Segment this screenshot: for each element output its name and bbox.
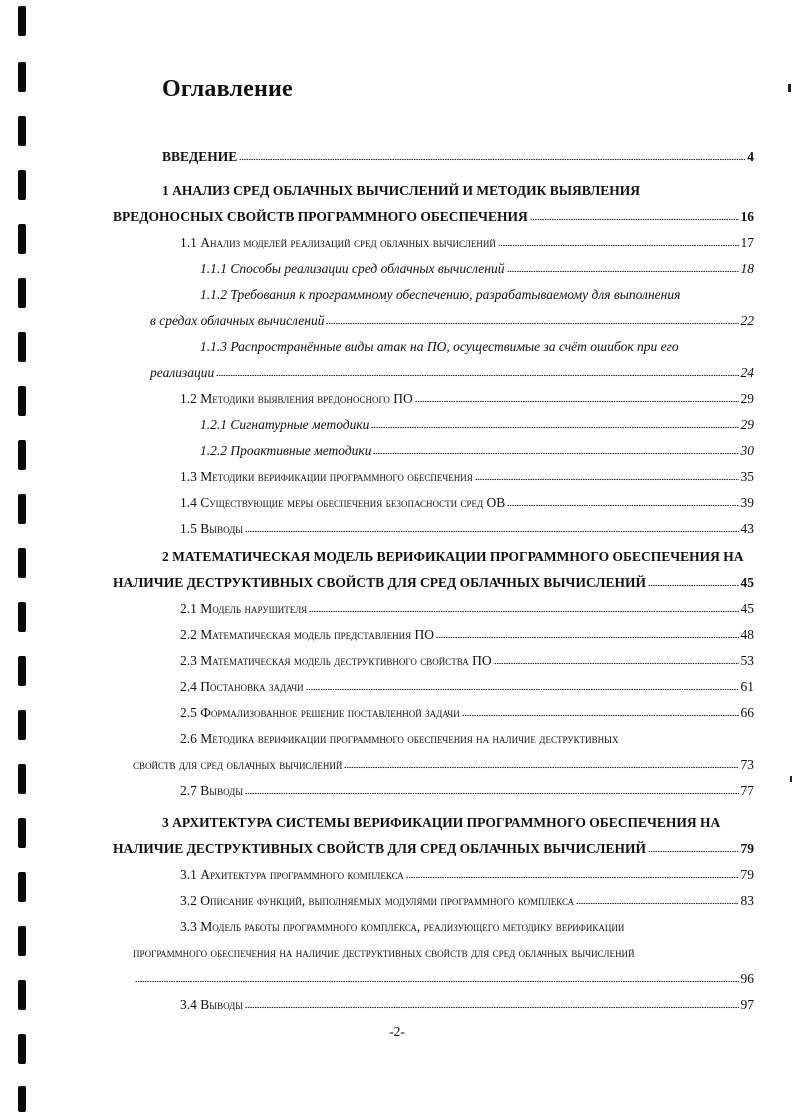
dot-leader (436, 627, 739, 639)
toc-entry-1-1-3[interactable] (150, 363, 754, 383)
toc-entry-text: 2.2 Математическая модель представления ПО (180, 627, 434, 642)
toc-entry-1-1-1[interactable] (200, 259, 754, 279)
toc-entry-2-2[interactable] (180, 625, 754, 645)
binder-mark (18, 62, 26, 92)
toc-entry-2-4[interactable] (180, 677, 754, 697)
binder-mark (18, 710, 26, 740)
toc-page-number: 61 (740, 679, 754, 694)
toc-entry-3-4[interactable] (180, 995, 754, 1015)
toc-chapter-1-line1[interactable]: 1 АНАЛИЗ СРЕД ОБЛАЧНЫХ ВЫЧИСЛЕНИЙ И МЕТОДИК ВЫЯВЛЕНИЯ (162, 183, 641, 198)
toc-page-number: 83 (740, 893, 754, 908)
toc-entry-text: НАЛИЧИЕ ДЕСТРУКТИВНЫХ СВОЙСТВ ДЛЯ СРЕД ОБЛАЧНЫХ ВЫЧИСЛЕНИЙ (113, 841, 646, 856)
toc-chapter-3-line1[interactable]: 3 АРХИТЕКТУРА СИСТЕМЫ ВЕРИФИКАЦИИ ПРОГРАММНОГО ОБЕСПЕЧЕНИЯ НА (162, 815, 721, 830)
binder-mark (18, 818, 26, 848)
toc-entry-2-3[interactable] (180, 651, 754, 671)
toc-entry-3-2[interactable] (180, 891, 754, 911)
toc-entry-text: 3.4 Выводы (180, 997, 244, 1012)
toc-entry-1-5[interactable] (180, 519, 754, 539)
toc-entry-2-1[interactable] (180, 599, 754, 619)
toc-entry-text: 1.1.1 Способы реализации сред облачных вычислений (200, 261, 505, 276)
dot-leader (462, 705, 739, 717)
toc-entry-text: ВРЕДОНОСНЫХ СВОЙСТВ ПРОГРАММНОГО ОБЕСПЕЧЕНИЯ (113, 209, 528, 224)
toc-entry-text: 2.4 Постановка задачи (180, 679, 304, 694)
dot-leader (406, 867, 739, 879)
toc-entry-text: 1.4 Существующие меры обеспечения безопасности сред ОВ (180, 495, 506, 510)
toc-entry-1-1[interactable] (180, 233, 754, 253)
toc-entry-1-1-2-line1[interactable]: 1.1.2 Требования к программному обеспечению, разрабатываемому для выполнения (200, 287, 681, 302)
toc-page-number: 53 (740, 653, 754, 668)
toc-page-number: 29 (740, 417, 754, 432)
toc-page-number: 17 (740, 235, 754, 250)
toc-entry-1-4[interactable] (180, 493, 754, 513)
binder-mark (18, 6, 26, 36)
binder-mark (18, 278, 26, 308)
toc-page-number: 79 (740, 841, 754, 856)
binder-mark (18, 656, 26, 686)
binder-mark (18, 548, 26, 578)
toc-chapter-1[interactable] (113, 207, 754, 227)
toc-page-number: 73 (740, 757, 754, 772)
toc-page-number: 39 (740, 495, 754, 510)
dot-leader (415, 391, 739, 403)
page-title: Оглавление (162, 76, 293, 102)
toc-entry-2-6-line1[interactable]: 2.6 Методика верификации программного обеспечения на наличие деструктивных (180, 731, 619, 746)
binder-mark (18, 224, 26, 254)
toc-chapter-2[interactable] (113, 573, 754, 593)
toc-entry-text: 1.2 Методики выявления вредоносного ПО (180, 391, 413, 406)
toc-entry-text: ВВЕДЕНИЕ (162, 149, 238, 164)
toc-entry-text: 3.2 Описание функций, выполняемых модулями программного комплекса (180, 893, 575, 908)
dot-leader (245, 783, 738, 795)
toc-entry-text: 2.5 Формализованное решение поставленной задачи (180, 705, 460, 720)
toc-page-number: 18 (740, 261, 754, 276)
toc-page-number: 77 (740, 783, 754, 798)
dot-leader (306, 679, 739, 691)
toc-entry-intro[interactable] (162, 147, 754, 167)
dot-leader (576, 893, 738, 905)
toc-entry-text: 1.2.1 Сигнатурные методики (200, 417, 370, 432)
toc-page-number: 66 (740, 705, 754, 720)
binder-mark (18, 1086, 26, 1112)
toc-entry-text: в средах облачных вычислений (150, 313, 325, 328)
toc-entry-text: свойств для сред облачных вычислений (133, 757, 343, 772)
binder-mark (18, 926, 26, 956)
toc-entry-3-3-line2[interactable]: программного обеспечения на наличие деструктивных свойств для сред облачных вычислений (133, 945, 635, 960)
scan-speck (788, 84, 791, 92)
toc-page-number: 45 (740, 575, 754, 590)
toc-entry-text: 1.2.2 Проактивные методики (200, 443, 372, 458)
binder-mark (18, 170, 26, 200)
dot-leader (494, 653, 739, 665)
toc-entry-1-1-3-line1[interactable]: 1.1.3 Распространённые виды атак на ПО, осуществимые за счёт ошибок при его (200, 339, 679, 354)
toc-entry-1-2-1[interactable] (200, 415, 754, 435)
toc-entry-text: 1.1 Анализ моделей реализаций сред облачных вычислений (180, 235, 496, 250)
toc-page-number: 16 (740, 209, 754, 224)
binder-mark (18, 764, 26, 794)
toc-page-number: 48 (740, 627, 754, 642)
dot-leader (648, 575, 739, 587)
toc-entry-text: 3.1 Архитектура программного комплекса (180, 867, 404, 882)
binder-mark (18, 494, 26, 524)
toc-entry-text: 2.7 Выводы (180, 783, 244, 798)
toc-entry-1-1-2[interactable] (150, 311, 754, 331)
toc-entry-3-3-line1[interactable]: 3.3 Модель работы программного комплекса, реализующего методику верификации (180, 919, 625, 934)
dot-leader (216, 365, 738, 377)
toc-page-number: 97 (740, 997, 754, 1012)
binder-mark (18, 386, 26, 416)
binder-mark (18, 332, 26, 362)
dot-leader (373, 443, 738, 455)
dot-leader (245, 521, 738, 533)
scan-speck (790, 776, 792, 782)
toc-entry-1-3[interactable] (180, 467, 754, 487)
toc-page-number: 24 (740, 365, 754, 380)
toc-entry-text: 1.5 Выводы (180, 521, 244, 536)
dot-leader (309, 601, 738, 613)
toc-entry-2-7[interactable] (180, 781, 754, 801)
toc-page-number: 30 (740, 443, 754, 458)
binder-mark (18, 872, 26, 902)
toc-entry-2-6[interactable] (133, 755, 754, 775)
dot-leader (135, 971, 739, 983)
toc-entry-3-1[interactable] (180, 865, 754, 885)
toc-page-number: 4 (747, 149, 754, 164)
toc-entry-text: реализации (150, 365, 215, 380)
toc-entry-1-2-2[interactable] (200, 441, 754, 461)
toc-entry-2-5[interactable] (180, 703, 754, 723)
toc-entry-1-2[interactable] (180, 389, 754, 409)
toc-page-number: 45 (740, 601, 754, 616)
toc-page-number: 35 (740, 469, 754, 484)
toc-entry-text: 2.3 Математическая модель деструктивного свойства ПО (180, 653, 492, 668)
dot-leader (507, 495, 738, 507)
page-number-footer: -2- (389, 1024, 405, 1039)
dot-leader (326, 313, 738, 325)
dot-leader (371, 417, 738, 429)
dot-leader (530, 209, 739, 221)
toc-page-number: 79 (740, 867, 754, 882)
binder-mark (18, 116, 26, 146)
binder-mark (18, 440, 26, 470)
binder-mark (18, 602, 26, 632)
dot-leader (507, 261, 739, 273)
toc-chapter-3[interactable] (113, 839, 754, 859)
toc-chapter-2-line1[interactable]: 2 МАТЕМАТИЧЕСКАЯ МОДЕЛЬ ВЕРИФИКАЦИИ ПРОГРАММНОГО ОБЕСПЕЧЕНИЯ НА (162, 549, 744, 564)
dot-leader (648, 841, 739, 853)
toc-page-number: 96 (740, 971, 754, 986)
toc-entry-3-3[interactable] (133, 969, 754, 989)
toc-entry-text: 1.3 Методики верификации программного обеспечения (180, 469, 473, 484)
dot-leader (344, 757, 738, 769)
toc-entry-text: НАЛИЧИЕ ДЕСТРУКТИВНЫХ СВОЙСТВ ДЛЯ СРЕД ОБЛАЧНЫХ ВЫЧИСЛЕНИЙ (113, 575, 646, 590)
toc-page-number: 22 (740, 313, 754, 328)
toc-entry-text: 2.1 Модель нарушителя (180, 601, 308, 616)
binder-mark (18, 980, 26, 1010)
dot-leader (475, 469, 739, 481)
dot-leader (498, 235, 739, 247)
dot-leader (245, 997, 738, 1009)
toc-page-number: 43 (740, 521, 754, 536)
dot-leader (239, 149, 745, 161)
toc-page-number: 29 (740, 391, 754, 406)
